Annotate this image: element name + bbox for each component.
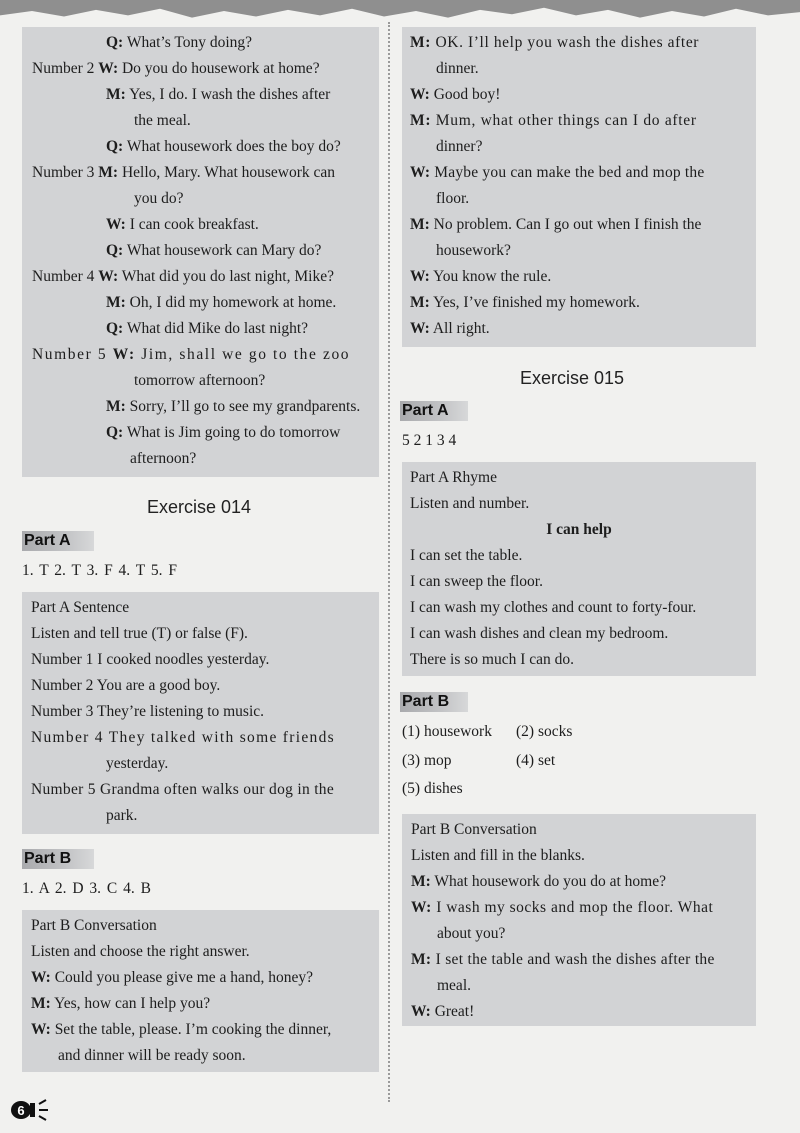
script-line: W: Set the table, please. I’m cooking the dinner, [31, 1021, 332, 1038]
script-line: W: Could you please give me a hand, honey? [31, 969, 313, 986]
script-line: Number 4 They talked with some friends [31, 729, 335, 746]
script-line: Listen and number. [410, 495, 530, 512]
script-line: you do? [134, 190, 184, 207]
ex014-part-a-heading: Part A [22, 531, 94, 551]
ex015-part-b-answer-2: (2) socks [516, 723, 573, 740]
exercise-014-title: Exercise 014 [147, 497, 252, 517]
script-line: the meal. [134, 112, 191, 129]
script-line: Q: What’s Tony doing? [106, 34, 253, 51]
script-line: and dinner will be ready soon. [58, 1047, 246, 1064]
script-line: M: Oh, I did my homework at home. [106, 294, 337, 311]
script-line: I can wash my clothes and count to forty-four. [410, 599, 697, 616]
script-line: W: Maybe you can make the bed and mop the [410, 164, 705, 181]
ex014-part-b-heading: Part B [22, 849, 94, 869]
script-line: dinner? [436, 138, 483, 155]
script-line: Listen and choose the right answer. [31, 943, 250, 960]
script-box-ex013-partb [22, 27, 379, 477]
script-line: M: Mum, what other things can I do after [410, 112, 697, 129]
script-line: Q: What is Jim going to do tomorrow [106, 424, 341, 441]
script-box-ex014-partb [22, 910, 379, 1072]
script-line: Part B Conversation [411, 821, 537, 838]
script-line: M: Yes, how can I help you? [31, 995, 211, 1012]
script-line: Part A Sentence [31, 599, 130, 616]
script-line: Number 5 Grandma often walks our dog in the [31, 781, 335, 798]
script-line: Listen and tell true (T) or false (F). [31, 625, 248, 642]
ex014-part-b-answers: 1. A 2. D 3. C 4. B [22, 880, 151, 897]
script-box-ex014-parta [22, 592, 379, 834]
script-line: Number 4 W: What did you do last night, Mike? [32, 268, 334, 285]
script-line: I can wash dishes and clean my bedroom. [410, 625, 669, 642]
script-line: W: All right. [410, 320, 490, 337]
script-line: Q: What housework does the boy do? [106, 138, 341, 155]
ex015-part-b-answer-5: (5) dishes [402, 780, 463, 797]
script-line: M: What housework do you do at home? [411, 873, 666, 890]
script-line: W: I can cook breakfast. [106, 216, 259, 233]
ex015-part-b-answer-3: (3) mop [402, 752, 452, 769]
script-box-ex015-partb [402, 814, 756, 1026]
ex015-part-a-heading: Part A [400, 401, 468, 421]
script-line: M: I set the table and wash the dishes after the [411, 951, 715, 968]
script-line: afternoon? [130, 450, 197, 467]
page-number: 6 [17, 1103, 25, 1118]
script-line: park. [106, 807, 138, 824]
script-line: Number 3 M: Hello, Mary. What housework can [32, 164, 336, 181]
script-line: Number 1 I cooked noodles yesterday. [31, 651, 270, 668]
script-line: yesterday. [106, 755, 169, 772]
script-line: W: Good boy! [410, 86, 501, 103]
script-line: tomorrow afternoon? [134, 372, 266, 389]
column-divider [388, 22, 390, 1102]
script-line: housework? [436, 242, 511, 259]
ex015-part-b-heading: Part B [400, 692, 468, 712]
script-box-ex014-partb-cont [402, 27, 756, 347]
script-line: meal. [437, 977, 471, 994]
script-line: Number 5 W: Jim, shall we go to the zoo [32, 346, 351, 363]
ex015-part-a-answers: 5 2 1 3 4 [402, 432, 457, 449]
script-line: dinner. [436, 60, 479, 77]
ex015-part-b-answer-4: (4) set [516, 752, 556, 769]
script-box-ex015-parta [402, 462, 756, 676]
script-line: M: Yes, I do. I wash the dishes after [106, 86, 331, 103]
ex014-part-a-answers: 1. T 2. T 3. F 4. T 5. F [22, 562, 177, 579]
script-line: W: Great! [411, 1003, 475, 1020]
script-line: I can sweep the floor. [410, 573, 543, 590]
script-line: M: No problem. Can I go out when I finish the [410, 216, 702, 233]
script-line: Q: What housework can Mary do? [106, 242, 322, 259]
ex015-part-b-answer-1: (1) housework [402, 723, 492, 740]
script-line: Number 2 You are a good boy. [31, 677, 221, 694]
script-line: W: You know the rule. [410, 268, 552, 285]
script-line: M: Sorry, I’ll go to see my grandparents. [106, 398, 361, 415]
torn-page-edge [0, 0, 800, 22]
script-line: about you? [437, 925, 506, 942]
exercise-015-title: Exercise 015 [520, 368, 625, 388]
script-line: Number 2 W: Do you do housework at home? [32, 60, 320, 77]
script-line: There is so much I can do. [410, 651, 574, 668]
script-line: Listen and fill in the blanks. [411, 847, 585, 864]
script-line: Number 3 They’re listening to music. [31, 703, 265, 720]
script-line: M: Yes, I’ve finished my homework. [410, 294, 640, 311]
script-line: Q: What did Mike do last night? [106, 320, 309, 337]
script-line: M: OK. I’ll help you wash the dishes after [410, 34, 700, 51]
script-line: Part B Conversation [31, 917, 157, 934]
script-line: I can set the table. [410, 547, 523, 564]
megaphone-icon [10, 1097, 50, 1123]
rhyme-title: I can help [546, 521, 612, 538]
script-line: Part A Rhyme [410, 469, 497, 486]
script-line: floor. [436, 190, 470, 207]
script-line: W: I wash my socks and mop the floor. What [411, 899, 714, 916]
